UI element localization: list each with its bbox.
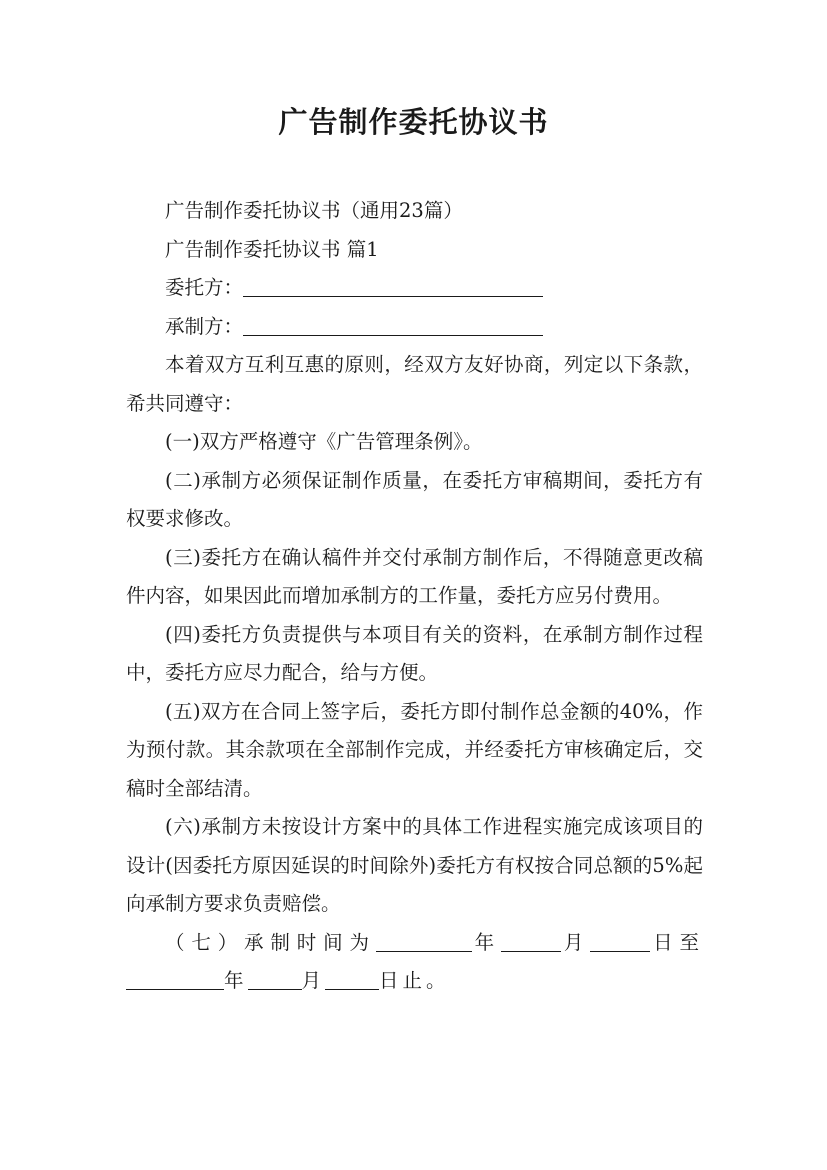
preamble: 本着双方互利互惠的原则，经双方友好协商，列定以下条款，希共同遵守： bbox=[126, 353, 703, 415]
day-blank bbox=[590, 931, 650, 952]
clause-6: (六)承制方未按设计方案中的具体工作进程实施完成该项目的设计(因委托方原因延误的时间除外)委托方有权按合同总额的5%起向承制方要求负责赔偿。 bbox=[126, 815, 703, 915]
intro-part: 广告制作委托协议书 篇1 bbox=[165, 237, 379, 261]
clause-3: (三)委托方在确认稿件并交付承制方制作后，不得随意更改稿件内容，如果因此而增加承制方的工作量，委托方应另付费用。 bbox=[126, 545, 703, 607]
clause-7-year2: 年 bbox=[224, 969, 248, 992]
document-body bbox=[126, 192, 703, 1001]
maker-line bbox=[126, 308, 703, 347]
clause-7 bbox=[126, 924, 703, 1001]
clause-7-end: 日止。 bbox=[379, 969, 450, 992]
clause-7-prefix: （七）承制时间为 bbox=[165, 930, 376, 954]
month-blank bbox=[501, 931, 561, 952]
end-year-blank bbox=[126, 970, 224, 991]
year-blank bbox=[376, 931, 472, 952]
client-line bbox=[126, 269, 703, 308]
client-label: 委托方： bbox=[165, 276, 244, 299]
clause-2: (二)承制方必须保证制作质量，在委托方审稿期间，委托方有权要求修改。 bbox=[126, 468, 703, 530]
clause-7-month: 月 bbox=[561, 930, 591, 954]
document-title: 广告制作委托协议书 bbox=[278, 105, 549, 139]
end-month-blank bbox=[248, 970, 302, 991]
end-day-blank bbox=[325, 970, 379, 991]
clause-7-month2: 月 bbox=[301, 969, 326, 992]
clause-1: (一)双方严格遵守《广告管理条例》。 bbox=[165, 430, 483, 453]
clause-4: (四)委托方负责提供与本项目有关的资料，在承制方制作过程中，委托方应尽力配合，给与方便。 bbox=[126, 622, 703, 684]
maker-label: 承制方： bbox=[165, 314, 244, 338]
maker-blank bbox=[243, 315, 543, 336]
intro-heading: 广告制作委托协议书（通用23篇） bbox=[165, 199, 463, 222]
clause-5: (五)双方在合同上签字后，委托方即付制作总金额的40%，作为预付款。其余款项在全部制作完成，并经委托方审核确定后，交稿时全部结清。 bbox=[126, 699, 703, 800]
client-blank bbox=[243, 277, 543, 298]
clause-7-day-to: 日至 bbox=[650, 930, 703, 954]
clause-7-year: 年 bbox=[471, 930, 502, 954]
